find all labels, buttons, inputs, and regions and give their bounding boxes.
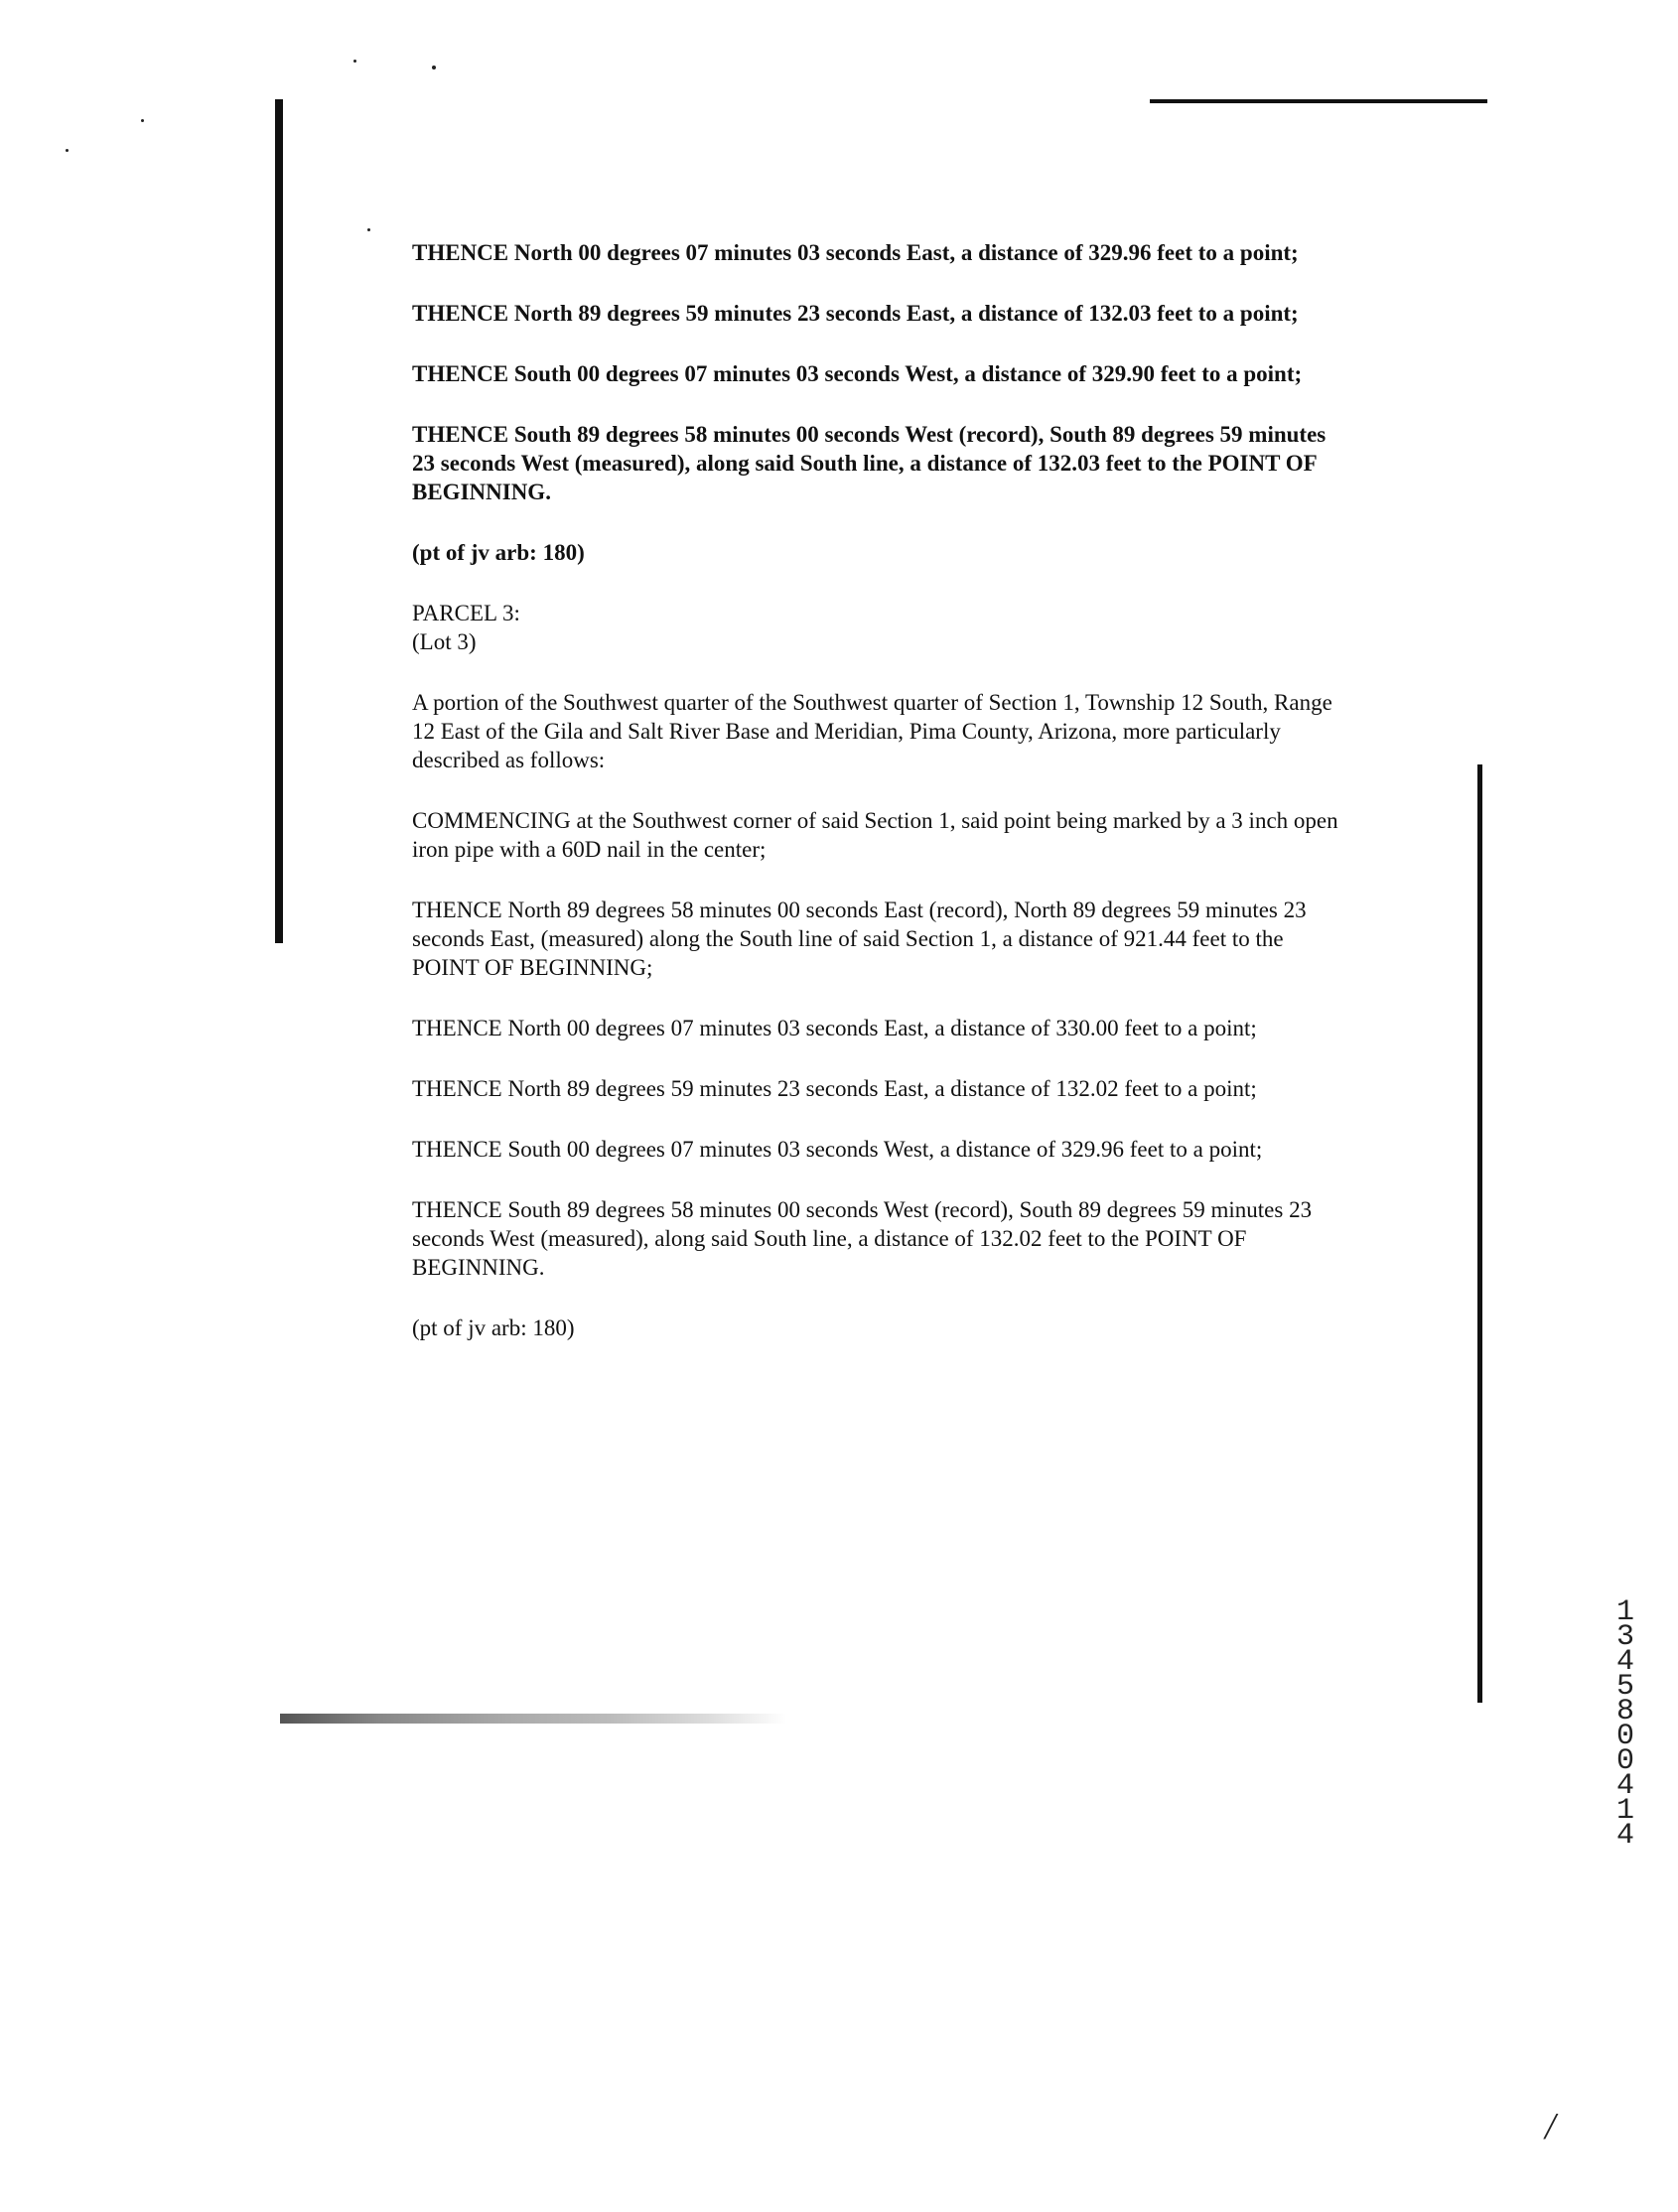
- course-paragraph: THENCE South 00 degrees 07 minutes 03 seconds West, a distance of 329.96 feet to a point;: [412, 1137, 1263, 1162]
- course-paragraph: THENCE North 89 degrees 59 minutes 23 seconds East, a distance of 132.02 feet to a point;: [412, 1076, 1257, 1101]
- speck: [141, 119, 144, 122]
- legal-description: [412, 238, 1345, 1374]
- speck: [66, 149, 69, 152]
- parcel-reference: (pt of jv arb: 180): [412, 1315, 575, 1340]
- document-number-stamp: 13458 00414: [1615, 1595, 1634, 1853]
- left-margin-bar: [275, 99, 283, 943]
- course-paragraph: THENCE North 89 degrees 58 minutes 00 seconds East (record), North 89 degrees 59 minutes 23 seconds East, (measured) along the South line of said Section 1, a distance of 921.44 feet to the POINT OF BEGINNING;: [412, 898, 1307, 980]
- parcel-description: A portion of the Southwest quarter of the Southwest quarter of Section 1, Township 12 South, Range 12 East of the Gila and Salt River Base and Meridian, Pima County, Arizona, more particularly described as follows:: [412, 690, 1332, 772]
- course-paragraph: THENCE North 00 degrees 07 minutes 03 seconds East, a distance of 329.96 feet to a point;: [412, 240, 1299, 265]
- corner-mark: /: [1545, 2106, 1556, 2147]
- course-paragraph: THENCE North 89 degrees 59 minutes 23 seconds East, a distance of 132.03 feet to a point;: [412, 301, 1299, 326]
- speck: [353, 60, 356, 63]
- parcel-subheading: (Lot 3): [412, 629, 477, 654]
- right-margin-bar: [1477, 764, 1482, 1703]
- course-paragraph: THENCE North 00 degrees 07 minutes 03 seconds East, a distance of 330.00 feet to a point;: [412, 1016, 1257, 1040]
- scan-artifact-bar: [280, 1714, 786, 1724]
- parcel-heading-group: [412, 599, 1345, 656]
- speck: [367, 228, 370, 231]
- parcel-heading: PARCEL 3:: [412, 601, 520, 625]
- course-paragraph: THENCE South 89 degrees 58 minutes 00 seconds West (record), South 89 degrees 59 minutes 23 seconds West (measured), along said South line, a distance of 132.03 feet to the POINT OF BEGINNING.: [412, 422, 1327, 504]
- course-paragraph: THENCE South 89 degrees 58 minutes 00 seconds West (record), South 89 degrees 59 minutes 23 seconds West (measured), along said South line, a distance of 132.02 feet to the POINT OF BEGINNING.: [412, 1197, 1313, 1280]
- parcel-reference: (pt of jv arb: 180): [412, 540, 585, 565]
- top-right-rule: [1150, 99, 1487, 103]
- commencing-paragraph: COMMENCING at the Southwest corner of said Section 1, said point being marked by a 3 inch open iron pipe with a 60D nail in the center;: [412, 808, 1338, 862]
- course-paragraph: THENCE South 00 degrees 07 minutes 03 seconds West, a distance of 329.90 feet to a point;: [412, 361, 1303, 386]
- speck: [432, 66, 436, 69]
